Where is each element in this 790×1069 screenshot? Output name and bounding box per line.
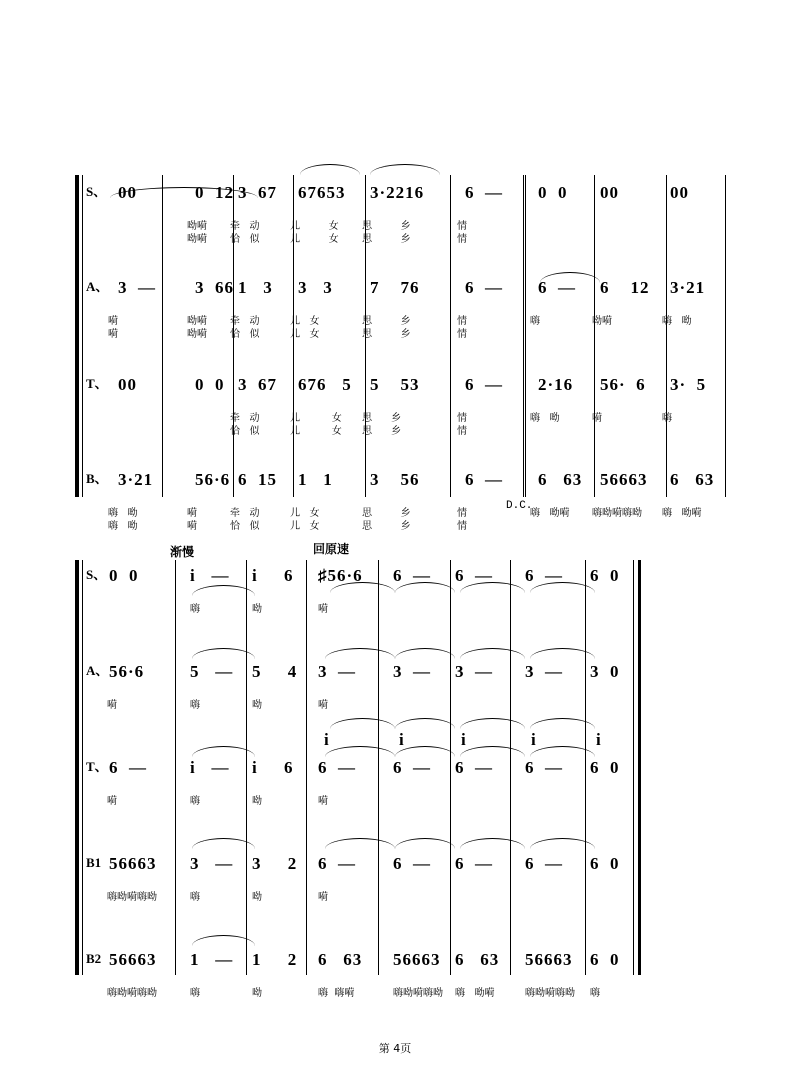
measure-notes: 7 76 [370, 278, 420, 297]
measure-notes: 0 0 [109, 566, 139, 585]
final-barline-thin [633, 560, 634, 975]
lyric: 嗬 [318, 700, 328, 711]
measure-notes: 6 — [525, 854, 563, 873]
lyric-line-2: 呦嗬 [187, 329, 207, 340]
measure-notes: 56663 [525, 950, 573, 969]
measure-notes: 2·16 [538, 375, 574, 394]
barline [725, 175, 726, 497]
lyric-line-1: 嗨呦嗬嗨呦 [592, 508, 642, 519]
measure-notes: 3 0 [590, 662, 620, 681]
lyric: 嗨 [190, 988, 200, 999]
measure-notes: 00 [670, 183, 689, 202]
double-barline [525, 175, 526, 497]
lyric-line-1: 牵 动 [230, 221, 260, 232]
lyric-line-1: 牵 动 [230, 316, 260, 327]
lyric: 嗨呦嗬嗨呦 [393, 988, 443, 999]
measure-notes: 3 — [393, 662, 431, 681]
measure-notes: 3·2216 [370, 183, 425, 202]
measure-notes: 6 — [465, 470, 503, 489]
barline [594, 175, 595, 497]
measure-notes: 6 — [393, 854, 431, 873]
lyric-line-1: 嗨 呦 [108, 508, 138, 519]
measure-notes: 6 63 [455, 950, 500, 969]
measure-notes: 0 0 [538, 183, 568, 202]
upper-voice-note: i [324, 730, 330, 749]
measure-notes: 0 12 [195, 183, 234, 202]
measure-notes: 00 [600, 183, 619, 202]
measure-notes: 6 — [465, 278, 503, 297]
final-barline [638, 560, 641, 975]
measure-notes: 3 2 [252, 854, 298, 873]
lyric: 呦 [252, 988, 262, 999]
barline [666, 175, 667, 497]
slur [300, 164, 360, 175]
measure-notes: 3 67 [238, 183, 277, 202]
page-number: 第 4页 [378, 1042, 412, 1055]
lyric-line-1: 情 [457, 221, 467, 232]
lyric: 嗨 嗨嗬 [318, 988, 355, 999]
lyric-line-2: 嗨 呦 [108, 521, 138, 532]
lyric-line-2: 情 [457, 329, 467, 340]
lyric-line-2: 恰 似 [230, 329, 260, 340]
lyric-line-2: 儿 女 [290, 426, 342, 437]
tie [325, 746, 395, 757]
measure-notes: 6 63 [538, 470, 583, 489]
lyric-line-1: 牵 动 [230, 508, 260, 519]
measure-notes: 6 — [109, 758, 147, 777]
measure-notes: i — [190, 566, 230, 585]
barline [450, 175, 451, 497]
measure-notes: 3 — [190, 854, 234, 873]
barline [175, 560, 176, 975]
lyric-line-2: 思 乡 [362, 329, 411, 340]
tie [325, 838, 395, 849]
lyric-line-1: 情 [457, 508, 467, 519]
lyric: 呦 [252, 700, 262, 711]
lyric-line-2: 情 [457, 521, 467, 532]
measure-notes: 3 — [525, 662, 563, 681]
tie [325, 648, 395, 659]
lyric-line-2: 呦嗬 [187, 234, 207, 245]
measure-notes: 5 4 [252, 662, 298, 681]
tie [330, 718, 395, 729]
lyric: 嗬 [318, 604, 328, 615]
lyric: 嗨呦嗬嗨呦 [525, 988, 575, 999]
measure-notes: 6 — [525, 566, 563, 585]
measure-notes: 6 — [393, 758, 431, 777]
system1-left-line [82, 175, 83, 497]
barline [523, 175, 524, 497]
measure-notes: 56663 [600, 470, 648, 489]
lyric-line-1: 呦嗬 [187, 316, 207, 327]
slur [370, 164, 440, 175]
measure-notes: 67653 [298, 183, 346, 202]
lyric-line-2: 儿 女 [290, 521, 320, 532]
part-label: B、 [86, 471, 108, 486]
measure-notes: 6 0 [590, 950, 620, 969]
barline [585, 560, 586, 975]
measure-notes: 6 12 [600, 278, 650, 297]
lyric: 呦 [252, 796, 262, 807]
system1-bracket [75, 175, 79, 497]
barline [162, 175, 163, 497]
part-label: A、 [86, 279, 109, 294]
lyric-line-1: 嗨 呦嗬 [662, 508, 702, 519]
lyric-line-1: 情 [457, 413, 467, 424]
upper-voice-note: i [399, 730, 405, 749]
measure-notes: 6 0 [590, 758, 620, 777]
measure-notes: 1 — [190, 950, 234, 969]
lyric: 嗬 [318, 892, 328, 903]
measure-notes: 6 0 [590, 854, 620, 873]
lyric: 嗬 [318, 796, 328, 807]
measure-notes: ♯56·6 [318, 566, 363, 585]
measure-notes: 3 67 [238, 375, 277, 394]
lyric-line-2: 嗬 [108, 329, 118, 340]
measure-notes: 56·6 [195, 470, 231, 489]
lyric-line-1: 嗬 [187, 508, 197, 519]
lyric-line-2: 恰 似 [230, 426, 260, 437]
lyric-line-2: 思 乡 [362, 521, 411, 532]
lyric-line-2: 儿 女 [290, 329, 320, 340]
lyric-line-2: 嗬 [187, 521, 197, 532]
measure-notes: 5 53 [370, 375, 420, 394]
tie [460, 746, 525, 757]
measure-notes: 00 [118, 375, 137, 394]
tempo-ritardando: 渐慢 [170, 545, 195, 559]
lyric-line-2: 恰 似 [230, 521, 260, 532]
measure-notes: i 6 [252, 758, 294, 777]
measure-notes: 0 0 [195, 375, 225, 394]
measure-notes: 3 66 [195, 278, 234, 297]
measure-notes: 56·6 [109, 662, 145, 681]
lyric-line-1: 嗨 呦嗬 [530, 508, 570, 519]
measure-notes: 1 3 [238, 278, 273, 297]
measure-notes: 6 63 [670, 470, 715, 489]
lyric: 嗨呦嗬嗨呦 [107, 892, 157, 903]
lyric-line-1: 嗨 呦 [662, 316, 692, 327]
system2-bracket [75, 560, 79, 975]
upper-voice-note: i [461, 730, 467, 749]
measure-notes: i 6 [252, 566, 294, 585]
lyric: 嗨 [590, 988, 600, 999]
measure-notes: 6 — [393, 566, 431, 585]
lyric: 嗨呦嗬嗨呦 [107, 988, 157, 999]
lyric-line-1: 嗨 [530, 316, 540, 327]
measure-notes: 6 0 [590, 566, 620, 585]
lyric-line-2: 情 [457, 426, 467, 437]
measure-notes: 3 3 [298, 278, 333, 297]
part-label: S、 [86, 567, 107, 582]
measure-notes: 00 [118, 183, 137, 202]
part-label: S、 [86, 184, 107, 199]
measure-notes: 3 — [318, 662, 356, 681]
lyric: 嗨 [190, 604, 200, 615]
barline [378, 560, 379, 975]
lyric-line-1: 思 乡 [362, 316, 411, 327]
tempo-a-tempo: 回原速 [313, 542, 350, 556]
measure-notes: 5 — [190, 662, 234, 681]
measure-notes: 6 — [465, 375, 503, 394]
lyric-line-2: 儿 女 [290, 234, 339, 245]
system2-left-line [82, 560, 83, 975]
measure-notes: 56663 [109, 950, 157, 969]
tie [395, 718, 455, 729]
part-label: A、 [86, 663, 109, 678]
measure-notes: 6 — [455, 758, 493, 777]
part-label: B2 [86, 951, 102, 966]
measure-notes: 3 — [118, 278, 156, 297]
lyric: 嗬 [107, 700, 117, 711]
measure-notes: 3 — [455, 662, 493, 681]
barline [306, 560, 307, 975]
tie [460, 838, 525, 849]
part-label: T、 [86, 759, 108, 774]
lyric: 嗨 呦嗬 [455, 988, 495, 999]
measure-notes: 6 15 [238, 470, 277, 489]
lyric-line-1: 思 乡 [362, 508, 411, 519]
lyric: 呦 [252, 604, 262, 615]
tie [460, 718, 525, 729]
lyric-line-1: 嗨 [662, 413, 672, 424]
part-label: T、 [86, 376, 108, 391]
upper-voice-note: i [596, 730, 602, 749]
lyric-line-2: 思 乡 [362, 234, 411, 245]
tie [395, 838, 455, 849]
lyric-line-1: 呦嗬 [592, 316, 612, 327]
slur [540, 272, 600, 283]
lyric: 嗬 [107, 796, 117, 807]
part-label: B1 [86, 855, 102, 870]
measure-notes: 3·21 [670, 278, 706, 297]
measure-notes: 6 — [455, 854, 493, 873]
lyric-line-1: 牵 动 [230, 413, 260, 424]
measure-notes: 6 — [465, 183, 503, 202]
measure-notes: 3· 5 [670, 375, 707, 394]
measure-notes: 6 — [318, 854, 356, 873]
dc-marking: D.C. [506, 500, 533, 512]
lyric-line-1: 嗬 [592, 413, 602, 424]
lyric: 嗨 [190, 892, 200, 903]
lyric-line-1: 儿 女 [290, 316, 320, 327]
measure-notes: 6 — [538, 278, 576, 297]
barline [450, 560, 451, 975]
lyric-line-2: 情 [457, 234, 467, 245]
measure-notes: 1 2 [252, 950, 298, 969]
tie [460, 648, 525, 659]
lyric: 呦 [252, 892, 262, 903]
measure-notes: 3 56 [370, 470, 420, 489]
measure-notes: 56663 [109, 854, 157, 873]
tie [395, 648, 455, 659]
measure-notes: 6 — [318, 758, 356, 777]
measure-notes: 56· 6 [600, 375, 646, 394]
upper-voice-note: i [531, 730, 537, 749]
lyric-line-1: 儿 女 [290, 508, 320, 519]
measure-notes: 6 — [455, 566, 493, 585]
measure-notes: 676 5 [298, 375, 352, 394]
measure-notes: 6 — [525, 758, 563, 777]
measure-notes: i — [190, 758, 230, 777]
lyric-line-2: 恰 似 [230, 234, 260, 245]
barline [246, 560, 247, 975]
lyric: 嗨 [190, 700, 200, 711]
lyric-line-1: 嗬 [108, 316, 118, 327]
lyric-line-1: 儿 女 [290, 413, 342, 424]
lyric-line-1: 儿 女 [290, 221, 339, 232]
measure-notes: 6 63 [318, 950, 363, 969]
lyric-line-1: 呦嗬 [187, 221, 207, 232]
measure-notes: 3·21 [118, 470, 154, 489]
lyric-line-1: 情 [457, 316, 467, 327]
lyric-line-1: 思 乡 [362, 413, 402, 424]
lyric: 嗨 [190, 796, 200, 807]
barline [510, 560, 511, 975]
lyric-line-1: 思 乡 [362, 221, 411, 232]
measure-notes: 56663 [393, 950, 441, 969]
lyric-line-1: 嗨 呦 [530, 413, 560, 424]
lyric-line-2: 思 乡 [362, 426, 402, 437]
measure-notes: 1 1 [298, 470, 333, 489]
